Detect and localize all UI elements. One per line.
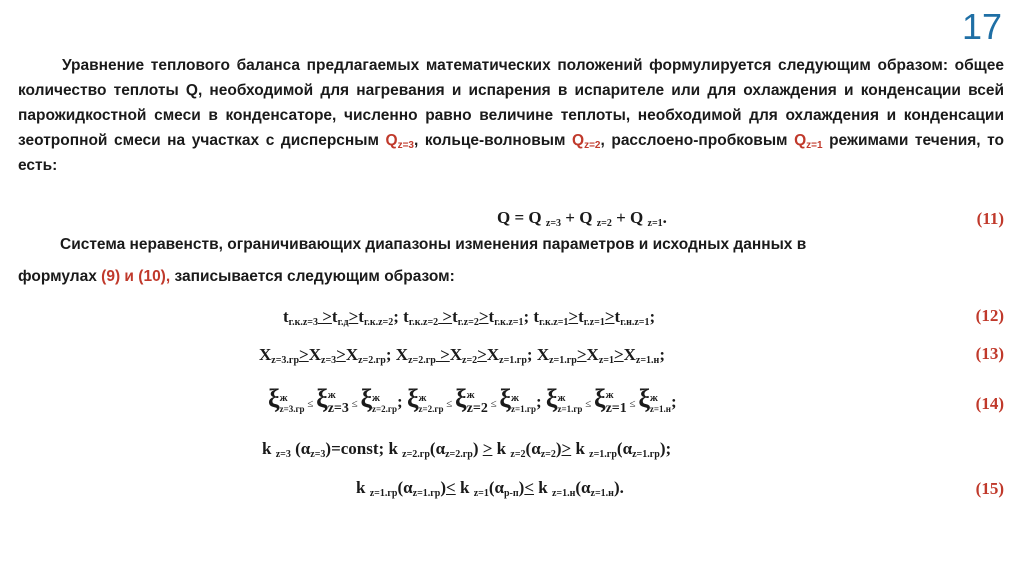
ref-9: (9) (101, 268, 121, 285)
equation-15-line1: k $_{z=3}$ $(\alpha_{z=3})=const$; k $_{z=2.гр}(\alpha_{z=2.гр}) > k$ $_{z=2}(\alpha_{z=2})> k$ $_{z=1.гр}(\alpha_{z=1.гр})$; (262, 439, 672, 460)
xi-symbol: ξ (360, 384, 373, 413)
xi-symbol: ξ (593, 384, 606, 413)
q-z2: $Q_{z=2}$ (572, 132, 601, 151)
equation-11: Q = Q $_{z=3}$ + Q $_{z=2}$ + Q $_{z=1}$. (497, 208, 667, 229)
equation-number-15: (15) (975, 479, 1004, 498)
equation-12: $t_{г.к.z=3} >t_{г.д}>t_{г.к.z=2}$; $t_{г.к.z=2} >t_{г.z=2}>t_{г.к.z=1}$; $t_{г.к.z=1}>t_{г.z=1}>t_{г.н.z=1}$; (283, 307, 656, 328)
equation-number-14: (14) (975, 394, 1004, 413)
ref-10: (10), (138, 268, 171, 285)
equation-15-line2: k $_{z=1.гр}(\alpha_{z=1.гр})< k$ $_{z=1}(\alpha_{р-п})< k$ $_{z=1.н}(\alpha_{z=1.н})$. (356, 478, 624, 499)
inequality-paragraph-line2: формулах (9) и (10), записывается следующим образом: (18, 268, 455, 285)
para1-text: Уравнение теплового баланса предлагаемых математических положений формулируется следующим образом: общее количество теплоты Q, необходимой для нагревания и испарения в испарителе или для охлаждения и конденсации всей парожидкостной смеси в конденсаторе, численно равно величине теплоты, необходимой для охлаждения и конденсации зеотропной смеси на участках с дисперсным (18, 57, 1004, 149)
equation-13: $X_{z=3.гр}>X_{z=3}>X_{z=2.гр}$; $X_{z=2.гр} >X_{z=2}>X_{z=1.гр}$; $X_{z=1.гр}>X_{z=1}>X_{z=1.н}$; (259, 345, 665, 366)
q-z3: $Q_{z=3}$ (385, 132, 414, 151)
equation-14: ξ ж z=3.гр ≤ ξ ж z=3 ≤ ξ ж z=2.гр ; ξ ж z=2.гр ≤ ξ ж z=2 ≤ ξ ж z=1.гр ; ξ ж z=1.гр ≤ ξ ж z=1 ≤ ξ ж z=1.н ; (268, 384, 677, 417)
xi-symbol: ξ (499, 384, 511, 413)
xi-symbol: ξ (316, 384, 328, 413)
xi-symbol: ξ (406, 384, 419, 413)
inequality-paragraph: Система неравенств, ограничивающих диапазоны изменения параметров и исходных данных в (60, 236, 807, 253)
xi-symbol: ξ (268, 384, 280, 413)
balance-paragraph: Уравнение теплового баланса предлагаемых математических положений формулируется следующим образом: общее количество теплоты Q, необходимой для нагревания и испарения в испарителе или для охлаждения и конденсации всей парожидкостной смеси в конденсаторе, численно равно величине теплоты, необходимой для охлаждения и конденсации зеотропной смеси на участках с дисперсным $Q_{z=3}$, кольце-волновым $Q_{z=2}$, расслоено-пробковым $Q_{z=1}$ режимами течения, то есть: (18, 57, 1004, 174)
xi-symbol: ξ (455, 384, 467, 413)
q-z1: $Q_{z=1}$ (794, 132, 823, 151)
slide-number: 17 (961, 6, 1002, 47)
equation-number-11: (11) (976, 209, 1004, 228)
equation-number-12: (12) (975, 306, 1004, 325)
xi-symbol: ξ (545, 384, 558, 413)
xi-symbol: ξ (638, 384, 650, 413)
equation-number-13: (13) (975, 344, 1004, 363)
